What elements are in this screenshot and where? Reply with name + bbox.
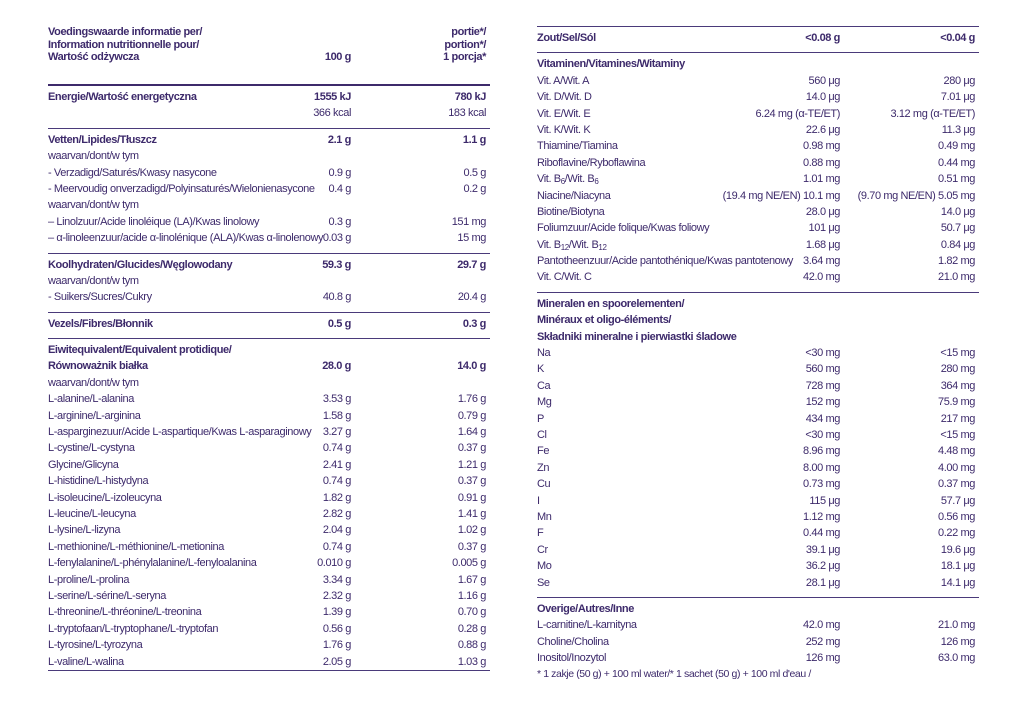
nutrient-label: P (537, 412, 544, 425)
table-row (48, 457, 490, 473)
table-row (48, 408, 490, 424)
value-portion: 0.51 mg (938, 173, 975, 186)
value-100g: 22.6 μg (805, 123, 840, 136)
nutrient-label: L-leucine/L-leucyna (48, 507, 136, 520)
nutrient-label: waarvan/dont/w tym (48, 199, 139, 212)
value-portion: 0.37 g (457, 540, 486, 553)
value-portion: 280 mg (940, 363, 975, 376)
table-row (537, 361, 979, 377)
table-row (48, 424, 490, 440)
table-row (48, 555, 490, 571)
value-100g: 560 mg (805, 363, 840, 376)
table-row (48, 89, 490, 105)
value-100g: 40.8 g (322, 291, 351, 304)
value-portion: 0.3 g (462, 317, 486, 330)
table-row (48, 440, 490, 456)
table-row (48, 105, 490, 121)
nutrition-table-right (537, 26, 979, 680)
value-portion: 126 mg (940, 635, 975, 648)
value-100g: 42.0 mg (803, 271, 840, 284)
table-row (48, 375, 490, 391)
nutrient-label: Choline/Cholina (537, 635, 609, 648)
table-row (48, 358, 490, 374)
nutrient-label: Vit. $B_{12}$/Wit. $B_{12}$ (537, 238, 607, 252)
table-row (48, 522, 490, 538)
value-portion: 1.76 g (457, 393, 486, 406)
value-portion: <15 mg (940, 428, 975, 441)
nutrient-label: - Suikers/Sucres/Cukry (48, 291, 152, 304)
nutrient-label: Eiwitequivalent/Equivalent protidique/ (48, 344, 232, 357)
table-row (48, 621, 490, 637)
value-portion: 0.56 mg (938, 510, 975, 523)
nutrient-label: Ca (537, 379, 551, 392)
value-100g: 3.27 g (322, 426, 351, 439)
value-100g: 39.1 μg (805, 543, 840, 556)
value-100g: 0.9 g (328, 166, 351, 179)
nutrient-label: Składniki mineralne i pierwiastki śladowe (537, 330, 737, 343)
table-row (537, 30, 979, 46)
value-100g: 42.0 mg (803, 619, 840, 632)
value-portion: 18.1 μg (940, 560, 975, 573)
nutrient-label: Mo (537, 560, 552, 573)
nutrient-label: Vitaminen/Vitamines/Witaminy (537, 58, 685, 71)
value-portion: (9.70 mg NE/EN) 5.05 mg (857, 189, 975, 202)
value-portion: 1.82 mg (938, 255, 975, 268)
left-table-body (48, 84, 490, 671)
value-portion: 19.6 μg (940, 543, 975, 556)
table-row (537, 138, 979, 154)
table-row (537, 378, 979, 394)
value-100g: 252 mg (805, 635, 840, 648)
value-100g: 3.64 mg (803, 255, 840, 268)
nutrient-label: Zout/Sel/Sól (537, 32, 596, 44)
table-row (537, 558, 979, 574)
nutrient-label: K (537, 363, 544, 376)
table-row (537, 617, 979, 633)
value-portion: 0.005 g (452, 557, 486, 570)
nutrition-table-left (48, 26, 490, 671)
nutrient-label: L-lysine/L-lizyna (48, 524, 121, 537)
nutrient-label: waarvan/dont/w tym (48, 274, 139, 287)
value-100g: 0.03 g (322, 232, 351, 245)
value-100g: 0.44 mg (803, 527, 840, 540)
value-100g: 1.82 g (322, 491, 351, 504)
nutrient-label: L-valine/L-walina (48, 655, 124, 668)
nutrient-label: Vit. E/Wit. E (537, 107, 591, 120)
value-portion: 57.7 μg (940, 494, 975, 507)
nutrient-label: L-fenylalanine/L-phénylalanine/L-fenyloalanina (48, 557, 257, 570)
table-row (537, 509, 979, 525)
nutrient-label: F (537, 527, 544, 540)
value-portion: <0.04 g (940, 32, 975, 44)
value-100g: 8.96 mg (803, 445, 840, 458)
table-row (537, 188, 979, 204)
value-100g: 0.3 g (328, 215, 351, 228)
table-section (48, 253, 490, 306)
table-row (48, 181, 490, 197)
value-100g: 560 μg (808, 74, 840, 87)
table-row (537, 394, 979, 410)
value-100g: 0.74 g (322, 475, 351, 488)
value-100g: 1.39 g (322, 606, 351, 619)
table-row (537, 73, 979, 89)
table-row (537, 525, 979, 541)
table-row (537, 122, 979, 138)
header-portion-line: 1 porcja* (443, 51, 486, 63)
nutrient-label: Vit. $B_6$/Wit. $B_6$ (537, 173, 599, 187)
table-section (537, 52, 979, 285)
nutrient-label: Cu (537, 478, 551, 491)
nutrient-label: Biotine/Biotyna (537, 205, 605, 218)
value-100g: 434 mg (805, 412, 840, 425)
table-row (537, 56, 979, 72)
nutrient-label: Mg (537, 396, 552, 409)
nutrient-label: Overige/Autres/Inne (537, 602, 634, 615)
value-portion: 75.9 mg (938, 396, 975, 409)
table-section (48, 128, 490, 247)
value-portion: 217 mg (940, 412, 975, 425)
value-100g: 115 μg (809, 494, 840, 507)
value-100g: 0.74 g (322, 442, 351, 455)
value-100g: 6.24 mg (α-TE/ET) (755, 107, 840, 120)
table-row (48, 316, 490, 332)
value-portion: 780 kJ (454, 91, 486, 103)
table-row (48, 273, 490, 289)
table-row (48, 654, 490, 670)
header-title-line: Wartość odżywcza (48, 51, 139, 63)
header-title-line: Voedingswaarde informatie per/ (48, 26, 203, 38)
table-row (48, 506, 490, 522)
value-portion: 4.00 mg (938, 461, 975, 474)
value-portion: 280 μg (943, 74, 975, 87)
value-100g: 28.0 μg (805, 205, 840, 218)
header-portion (443, 26, 486, 64)
value-portion: 3.12 mg (α-TE/ET) (890, 107, 975, 120)
nutrient-label: Vit. C/Wit. C (537, 271, 592, 284)
nutrient-label: Cl (537, 428, 547, 441)
value-portion: 0.37 mg (938, 478, 975, 491)
value-100g: 366 kcal (313, 107, 351, 120)
value-100g: 0.88 mg (803, 156, 840, 169)
nutrient-label: Mn (537, 510, 552, 523)
nutrient-label: Foliumzuur/Acide folique/Kwas foliowy (537, 222, 710, 235)
value-portion: 0.88 g (457, 639, 486, 652)
table-row (48, 148, 490, 164)
value-100g: 126 mg (805, 652, 840, 665)
value-100g: 0.5 g (327, 317, 351, 330)
value-portion: 1.16 g (457, 589, 486, 602)
nutrient-label: L-methionine/L-méthionine/L-metionina (48, 540, 224, 553)
value-portion: 14.1 μg (940, 576, 975, 589)
value-portion: 50.7 μg (940, 222, 975, 235)
nutrient-label: Thiamine/Tiamina (537, 140, 618, 153)
value-portion: 0.5 g (463, 166, 486, 179)
table-row (537, 155, 979, 171)
nutrient-label: Minéraux et oligo-éléments/ (537, 314, 672, 327)
nutrient-label: L-cystine/L-cystyna (48, 442, 135, 455)
nutrient-label: Niacine/Niacyna (537, 189, 611, 202)
table-row (537, 345, 979, 361)
table-row (537, 329, 979, 345)
nutrient-label: Vit. A/Wit. A (537, 74, 590, 87)
value-portion: 1.41 g (457, 507, 486, 520)
value-portion: 4.48 mg (938, 445, 975, 458)
table-row (48, 490, 490, 506)
value-portion: 0.37 g (457, 475, 486, 488)
table-section (537, 292, 979, 591)
table-header (48, 26, 490, 70)
nutrient-label: I (537, 494, 540, 507)
value-100g: <30 mg (805, 428, 840, 441)
nutrient-label: Vit. D/Wit. D (537, 91, 592, 104)
table-row (537, 296, 979, 312)
table-section (48, 84, 490, 122)
nutrient-label: – α-linoleenzuur/acide α-linolénique (ALA)/Kwas α-linolenowy (48, 232, 324, 245)
value-portion: 0.79 g (457, 409, 486, 422)
value-100g: <30 mg (805, 347, 840, 360)
value-100g: 152 mg (805, 396, 840, 409)
value-100g: 1555 kJ (314, 91, 351, 103)
table-row (48, 197, 490, 213)
table-row (48, 230, 490, 246)
table-row (48, 214, 490, 230)
value-100g: 728 mg (805, 379, 840, 392)
value-100g: 28.0 g (322, 360, 351, 373)
value-portion: 0.70 g (457, 606, 486, 619)
value-portion: 15 mg (457, 232, 486, 245)
table-row (537, 634, 979, 650)
nutrient-label: Koolhydraten/Glucides/Węglowodany (48, 258, 233, 271)
table-row (537, 411, 979, 427)
nutrient-label: Vezels/Fibres/Błonnik (48, 317, 153, 330)
value-portion: 151 mg (451, 215, 486, 228)
header-portion-line: portie*/ (451, 26, 486, 38)
nutrient-label: waarvan/dont/w tym (48, 150, 139, 163)
table-section (48, 312, 490, 332)
nutrient-label: Cr (537, 543, 548, 556)
table-row (48, 289, 490, 305)
nutrient-label: L-tryptofaan/L-tryptophane/L-tryptofan (48, 622, 219, 635)
value-100g: 2.05 g (322, 655, 351, 668)
value-100g: 8.00 mg (803, 461, 840, 474)
nutrient-label: L-histidine/L-histydyna (48, 475, 149, 488)
nutrient-label: L-alanine/L-alanina (48, 393, 134, 406)
table-row (537, 493, 979, 509)
table-row (537, 575, 979, 591)
value-100g: 2.41 g (322, 458, 351, 471)
value-100g: 1.12 mg (803, 510, 840, 523)
value-portion: 1.67 g (457, 573, 486, 586)
value-portion: 183 kcal (448, 107, 486, 120)
value-100g: 0.73 mg (803, 478, 840, 491)
nutrient-label: – Linolzuur/Acide linoléique (LA)/Kwas linolowy (48, 215, 260, 228)
table-row (537, 237, 979, 253)
nutrient-label: Riboflavine/Ryboflawina (537, 156, 646, 169)
nutrient-label: Se (537, 576, 550, 589)
value-100g: 3.53 g (322, 393, 351, 406)
value-portion: 14.0 μg (940, 205, 975, 218)
table-row (537, 220, 979, 236)
table-row (537, 106, 979, 122)
value-100g: (19.4 mg NE/EN) 10.1 mg (722, 189, 840, 202)
table-row (537, 443, 979, 459)
value-portion: 11.3 μg (941, 123, 975, 136)
table-row (537, 312, 979, 328)
table-row (537, 253, 979, 269)
value-100g: 14.0 μg (805, 91, 840, 104)
value-100g: 2.1 g (327, 133, 351, 146)
table-row (537, 204, 979, 220)
table-row (48, 132, 490, 148)
nutrient-label: L-carnitine/L-karnityna (537, 619, 637, 632)
table-row (537, 171, 979, 187)
value-100g: 2.82 g (322, 507, 351, 520)
header-title-line: Information nutritionnelle pour/ (48, 38, 199, 51)
nutrient-label: L-serine/L-sérine/L-seryna (48, 589, 166, 602)
value-100g: 1.01 mg (803, 173, 840, 186)
header-title (48, 26, 202, 64)
nutrient-label: Vetten/Lipides/Tłuszcz (48, 133, 157, 146)
nutrient-label: Mineralen en spoorelementen/ (537, 297, 685, 310)
table-section (537, 597, 979, 667)
nutrient-label: L-tyrosine/L-tyrozyna (48, 639, 143, 652)
value-portion: 1.03 g (457, 655, 486, 668)
nutrient-label: L-proline/L-prolina (48, 573, 130, 586)
table-row (48, 572, 490, 588)
nutrient-label: Fe (537, 445, 550, 458)
value-portion: 364 mg (940, 379, 975, 392)
value-portion: <15 mg (940, 347, 975, 360)
table-row (537, 89, 979, 105)
value-100g: 0.98 mg (803, 140, 840, 153)
table-section (537, 26, 979, 46)
nutrient-label: - Verzadigd/Saturés/Kwasy nasycone (48, 166, 217, 179)
nutrient-label: L-threonine/L-thréonine/L-treonina (48, 606, 202, 619)
value-portion: 0.44 mg (938, 156, 975, 169)
table-row (537, 542, 979, 558)
table-row (48, 604, 490, 620)
table-row (48, 391, 490, 407)
value-100g: 28.1 μg (805, 576, 840, 589)
value-portion: 1.64 g (457, 426, 486, 439)
value-100g: 2.32 g (322, 589, 351, 602)
nutrient-label: Glycine/Glicyna (48, 458, 119, 471)
table-row (537, 427, 979, 443)
table-row (537, 269, 979, 285)
value-portion: 63.0 mg (938, 652, 975, 665)
value-100g: 36.2 μg (805, 560, 840, 573)
value-100g: 0.56 g (322, 622, 351, 635)
value-portion: 29.7 g (457, 258, 486, 271)
table-section (48, 338, 490, 671)
nutrient-label: Vit. K/Wit. K (537, 123, 591, 136)
header-100g: 100 g (324, 51, 351, 63)
table-row (48, 257, 490, 273)
nutrient-label: Pantotheenzuur/Acide pantothénique/Kwas pantotenowy (537, 255, 794, 268)
value-portion: 0.37 g (457, 442, 486, 455)
nutrient-label: Energie/Wartość energetyczna (48, 91, 197, 103)
table-row (48, 342, 490, 358)
nutrient-label: Równoważnik białka (48, 360, 148, 373)
nutrient-label: L-asparginezuur/Acide L-aspartique/Kwas L-asparaginowy (48, 426, 312, 439)
value-portion: 14.0 g (457, 360, 486, 373)
value-100g: 1.68 μg (805, 238, 840, 251)
nutrient-label: Na (537, 347, 551, 360)
value-100g: 59.3 g (322, 258, 351, 271)
value-portion: 0.49 mg (938, 140, 975, 153)
value-portion: 0.91 g (457, 491, 486, 504)
table-row (48, 588, 490, 604)
value-100g: 0.010 g (317, 557, 351, 570)
table-row (48, 473, 490, 489)
table-row (48, 539, 490, 555)
nutrient-label: waarvan/dont/w tym (48, 376, 139, 389)
header-portion-line: portion*/ (444, 38, 486, 51)
table-row (537, 650, 979, 666)
nutrient-label: Inositol/Inozytol (537, 652, 607, 665)
table-row (537, 601, 979, 617)
value-portion: 1.02 g (457, 524, 486, 537)
nutrient-label: Zn (537, 461, 550, 474)
nutrient-label: L-arginine/L-arginina (48, 409, 141, 422)
value-portion: 21.0 mg (938, 271, 975, 284)
nutrient-label: - Meervoudig onverzadigd/Polyinsaturés/Wielonienasycone (48, 182, 315, 195)
value-portion: 20.4 g (457, 291, 486, 304)
value-portion: 1.21 g (457, 458, 486, 471)
table-row (537, 460, 979, 476)
value-portion: 1.1 g (462, 133, 486, 146)
table-row (48, 637, 490, 653)
value-100g: 0.74 g (322, 540, 351, 553)
value-100g: 2.04 g (322, 524, 351, 537)
table-row (537, 476, 979, 492)
footnote: * 1 zakje (50 g) + 100 ml water/* 1 sachet (50 g) + 100 ml d'eau / (537, 668, 811, 681)
value-100g: 0.4 g (328, 182, 351, 195)
table-row (48, 165, 490, 181)
value-portion: 21.0 mg (938, 619, 975, 632)
value-100g: 3.34 g (322, 573, 351, 586)
nutrient-label: L-isoleucine/L-izoleucyna (48, 491, 162, 504)
value-100g: 1.58 g (322, 409, 351, 422)
value-100g: <0.08 g (805, 32, 840, 44)
value-portion: 0.2 g (463, 182, 486, 195)
value-portion: 7.01 μg (940, 91, 975, 104)
value-100g: 101 μg (808, 222, 840, 235)
value-100g: 1.76 g (322, 639, 351, 652)
value-portion: 0.28 g (457, 622, 486, 635)
value-portion: 0.84 μg (940, 238, 975, 251)
right-table-body (537, 26, 979, 666)
value-portion: 0.22 mg (938, 527, 975, 540)
